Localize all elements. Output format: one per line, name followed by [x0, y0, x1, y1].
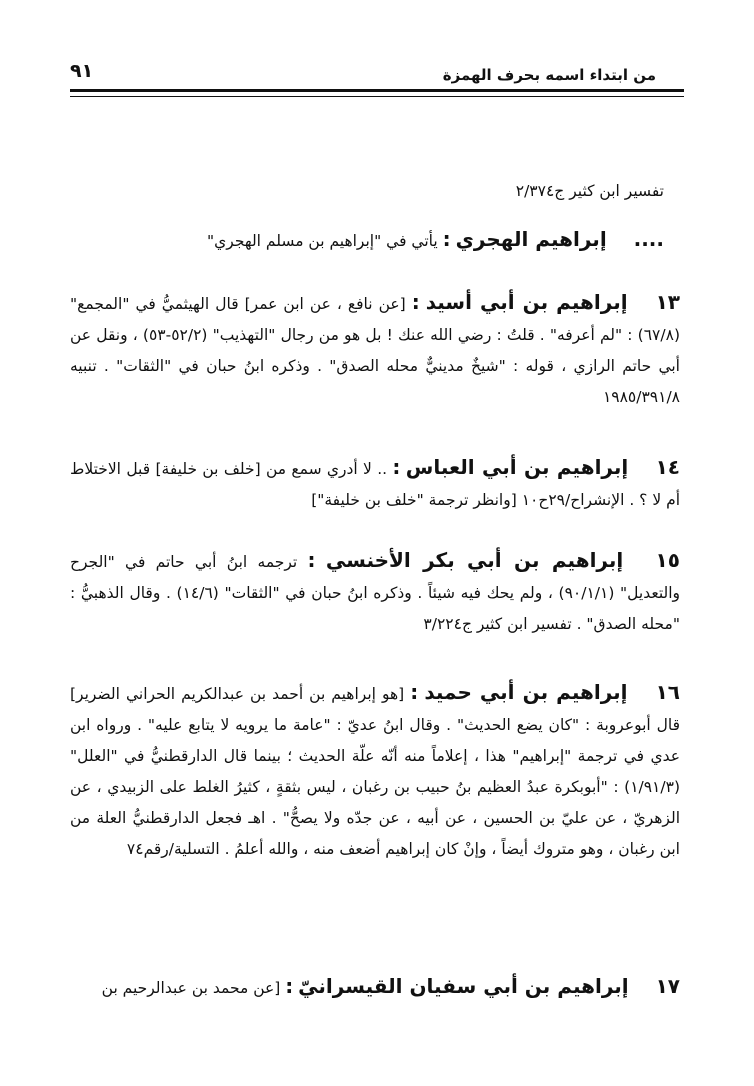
entry-number: ١٣	[655, 290, 680, 314]
entry-text: .. لا أدري سمع من [خلف بن خليفة] قبل الاختلاط أم لا ؟ . الإنشراح/٢٩ح١٠ [وانظر ترجمة "خلف بن خليفة"]	[70, 460, 680, 509]
entry-name: إبراهيم بن أبي العباس	[405, 455, 629, 479]
entry-number: ١٤	[655, 455, 680, 479]
entry-number: ١٥	[655, 548, 680, 572]
entry-text: يأتي في "إبراهيم بن مسلم الهجري"	[207, 232, 438, 250]
entry-number: ١٧	[655, 974, 680, 998]
page-header	[70, 54, 684, 90]
header-rule-thick	[70, 89, 684, 92]
entry-text: [عن نافع ، عن ابن عمر] قال الهيثميُّ في "المجمع" (٦٧/٨) : "لم أعرفه" . قلتُ : رضي الله عنك ! بل هو من رجال "التهذيب" (٥٢/٢-٥٣) ، ونقل عن أبي حاتم الرازي ، قوله : "شيخٌ مدينيٌّ محله الصدق" . وذكره ابنُ حبان في "الثقات" . تنبيه ١٩٨٥/٣٩١/٨	[70, 295, 680, 406]
entry-name: إبراهيم بن أبي أسيد	[425, 290, 628, 314]
entry-text: [هو إبراهيم بن أحمد بن عبدالكريم الحراني الضرير] قال أبوعروبة : "كان يضع الحديث" . وقال ابنُ عديّ : "عامة ما يرويه لا يتابع عليه" . ورواه ابن عدي في ترجمة "إبراهيم" هذا ، إعلاماً منه أنّه علّة الحديث ؛ بينما قال الدارقطنيُّ في "العلل" (١/٩١/٣) : "أبوبكرة عبدُ العظيم بنُ حبيب بن رغبان ، ليس بثقةٍ ، كثيرُ الغلط على الزبيدي ، عن الزهريّ ، عن عليّ بن الحسين ، عن أبيه ، عن جدّه ولا يصحُّ" . اهـ فجعل الدارقطنيُّ العلة من ابن رغبان ، وهو متروك أيضاً ، وإنْ كان إبراهيم أضعف منه ، والله أعلمُ . التسلية/رقم٧٤	[70, 685, 680, 858]
continuation-line	[516, 176, 664, 207]
entry-name: إبراهيم بن أبي بكر الأخنسي	[325, 548, 624, 572]
entry-text: [عن محمد بن عبدالرحيم بن	[101, 979, 281, 997]
entry-name: إبراهيم بن أبي حميد	[424, 680, 628, 704]
entry-14: ١٤ إبراهيم بن أبي العباس : .. لا أدري سمع من [خلف بن خليفة] قبل الاختلاط أم لا ؟ . الإنشراح/٢٩ح١٠ [وانظر ترجمة "خلف بن خليفة"]	[70, 455, 680, 509]
running-title: من ابتداء اسمه بحرف الهمزة	[442, 66, 656, 84]
entry-hajari: .... إبراهيم الهجري : يأتي في "إبراهيم بن مسلم الهجري"	[207, 227, 664, 251]
entry-13: ١٣ إبراهيم بن أبي أسيد : [عن نافع ، عن ابن عمر] قال الهيثميُّ في "المجمع" (٦٧/٨) : "لم أعرفه" . قلتُ : رضي الله عنك ! بل هو من رجال "التهذيب" (٥٢/٢-٥٣) ، ونقل عن أبي حاتم الرازي ، قوله : "شيخٌ مدينيٌّ محله الصدق" . وذكره ابنُ حبان في "الثقات" . تنبيه ١٩٨٥/٣٩١/٨	[70, 290, 680, 406]
entry-name: إبراهيم بن أبي سفيان القيسرانيّ	[298, 974, 629, 998]
entry-dots: ....	[633, 227, 664, 251]
entry-17: ١٧ إبراهيم بن أبي سفيان القيسرانيّ : [عن محمد بن عبدالرحيم بن	[101, 974, 680, 998]
continuation-text: تفسير ابن كثير ج٢/٣٧٤	[515, 182, 664, 200]
entry-number: ١٦	[655, 680, 681, 704]
page-number: ٩١	[70, 60, 94, 82]
entry-15: ١٥ إبراهيم بن أبي بكر الأخنسي : ترجمه ابنُ أبي حاتم في "الجرح والتعديل" (٩٠/١/١) ، ولم يحك فيه شيئاً . وذكره ابنُ حبان في "الثقات" (١٤/٦) . وقال الذهبيُّ : "محله الصدق" . تفسير ابن كثير ج٣/٢٢٤	[70, 548, 681, 633]
header-rule-thin	[70, 96, 684, 97]
entry-16: ١٦ إبراهيم بن أبي حميد : [هو إبراهيم بن أحمد بن عبدالكريم الحراني الضرير] قال أبوعروبة : "كان يضع الحديث" . وقال ابنُ عديّ : "عامة ما يرويه لا يتابع عليه" . ورواه ابن عدي في ترجمة "إبراهيم" هذا ، إعلاماً منه أنّه علّة الحديث ؛ بينما قال الدارقطنيُّ في "العلل" (١/٩١/٣) : "أبوبكرة عبدُ العظيم بنُ حبيب بن رغبان ، ليس بثقةٍ ، كثيرُ الغلط على الزبيدي ، عن الزهريّ ، عن عليّ بن الحسين ، عن أبيه ، عن جدّه ولا يصحُّ" . اهـ فجعل الدارقطنيُّ العلة من ابن رغبان ، وهو متروك أيضاً ، وإنْ كان إبراهيم أضعف منه ، والله أعلمُ . التسلية/رقم٧٤	[70, 680, 681, 858]
entry-name: إبراهيم الهجري	[455, 227, 607, 251]
entry-text: ترجمه ابنُ أبي حاتم في "الجرح والتعديل" (٩٠/١/١) ، ولم يحك فيه شيئاً . وذكره ابنُ حبان في "الثقات" (١٤/٦) . وقال الذهبيُّ : "محله الصدق" . تفسير ابن كثير ج٣/٢٢٤	[70, 553, 681, 633]
